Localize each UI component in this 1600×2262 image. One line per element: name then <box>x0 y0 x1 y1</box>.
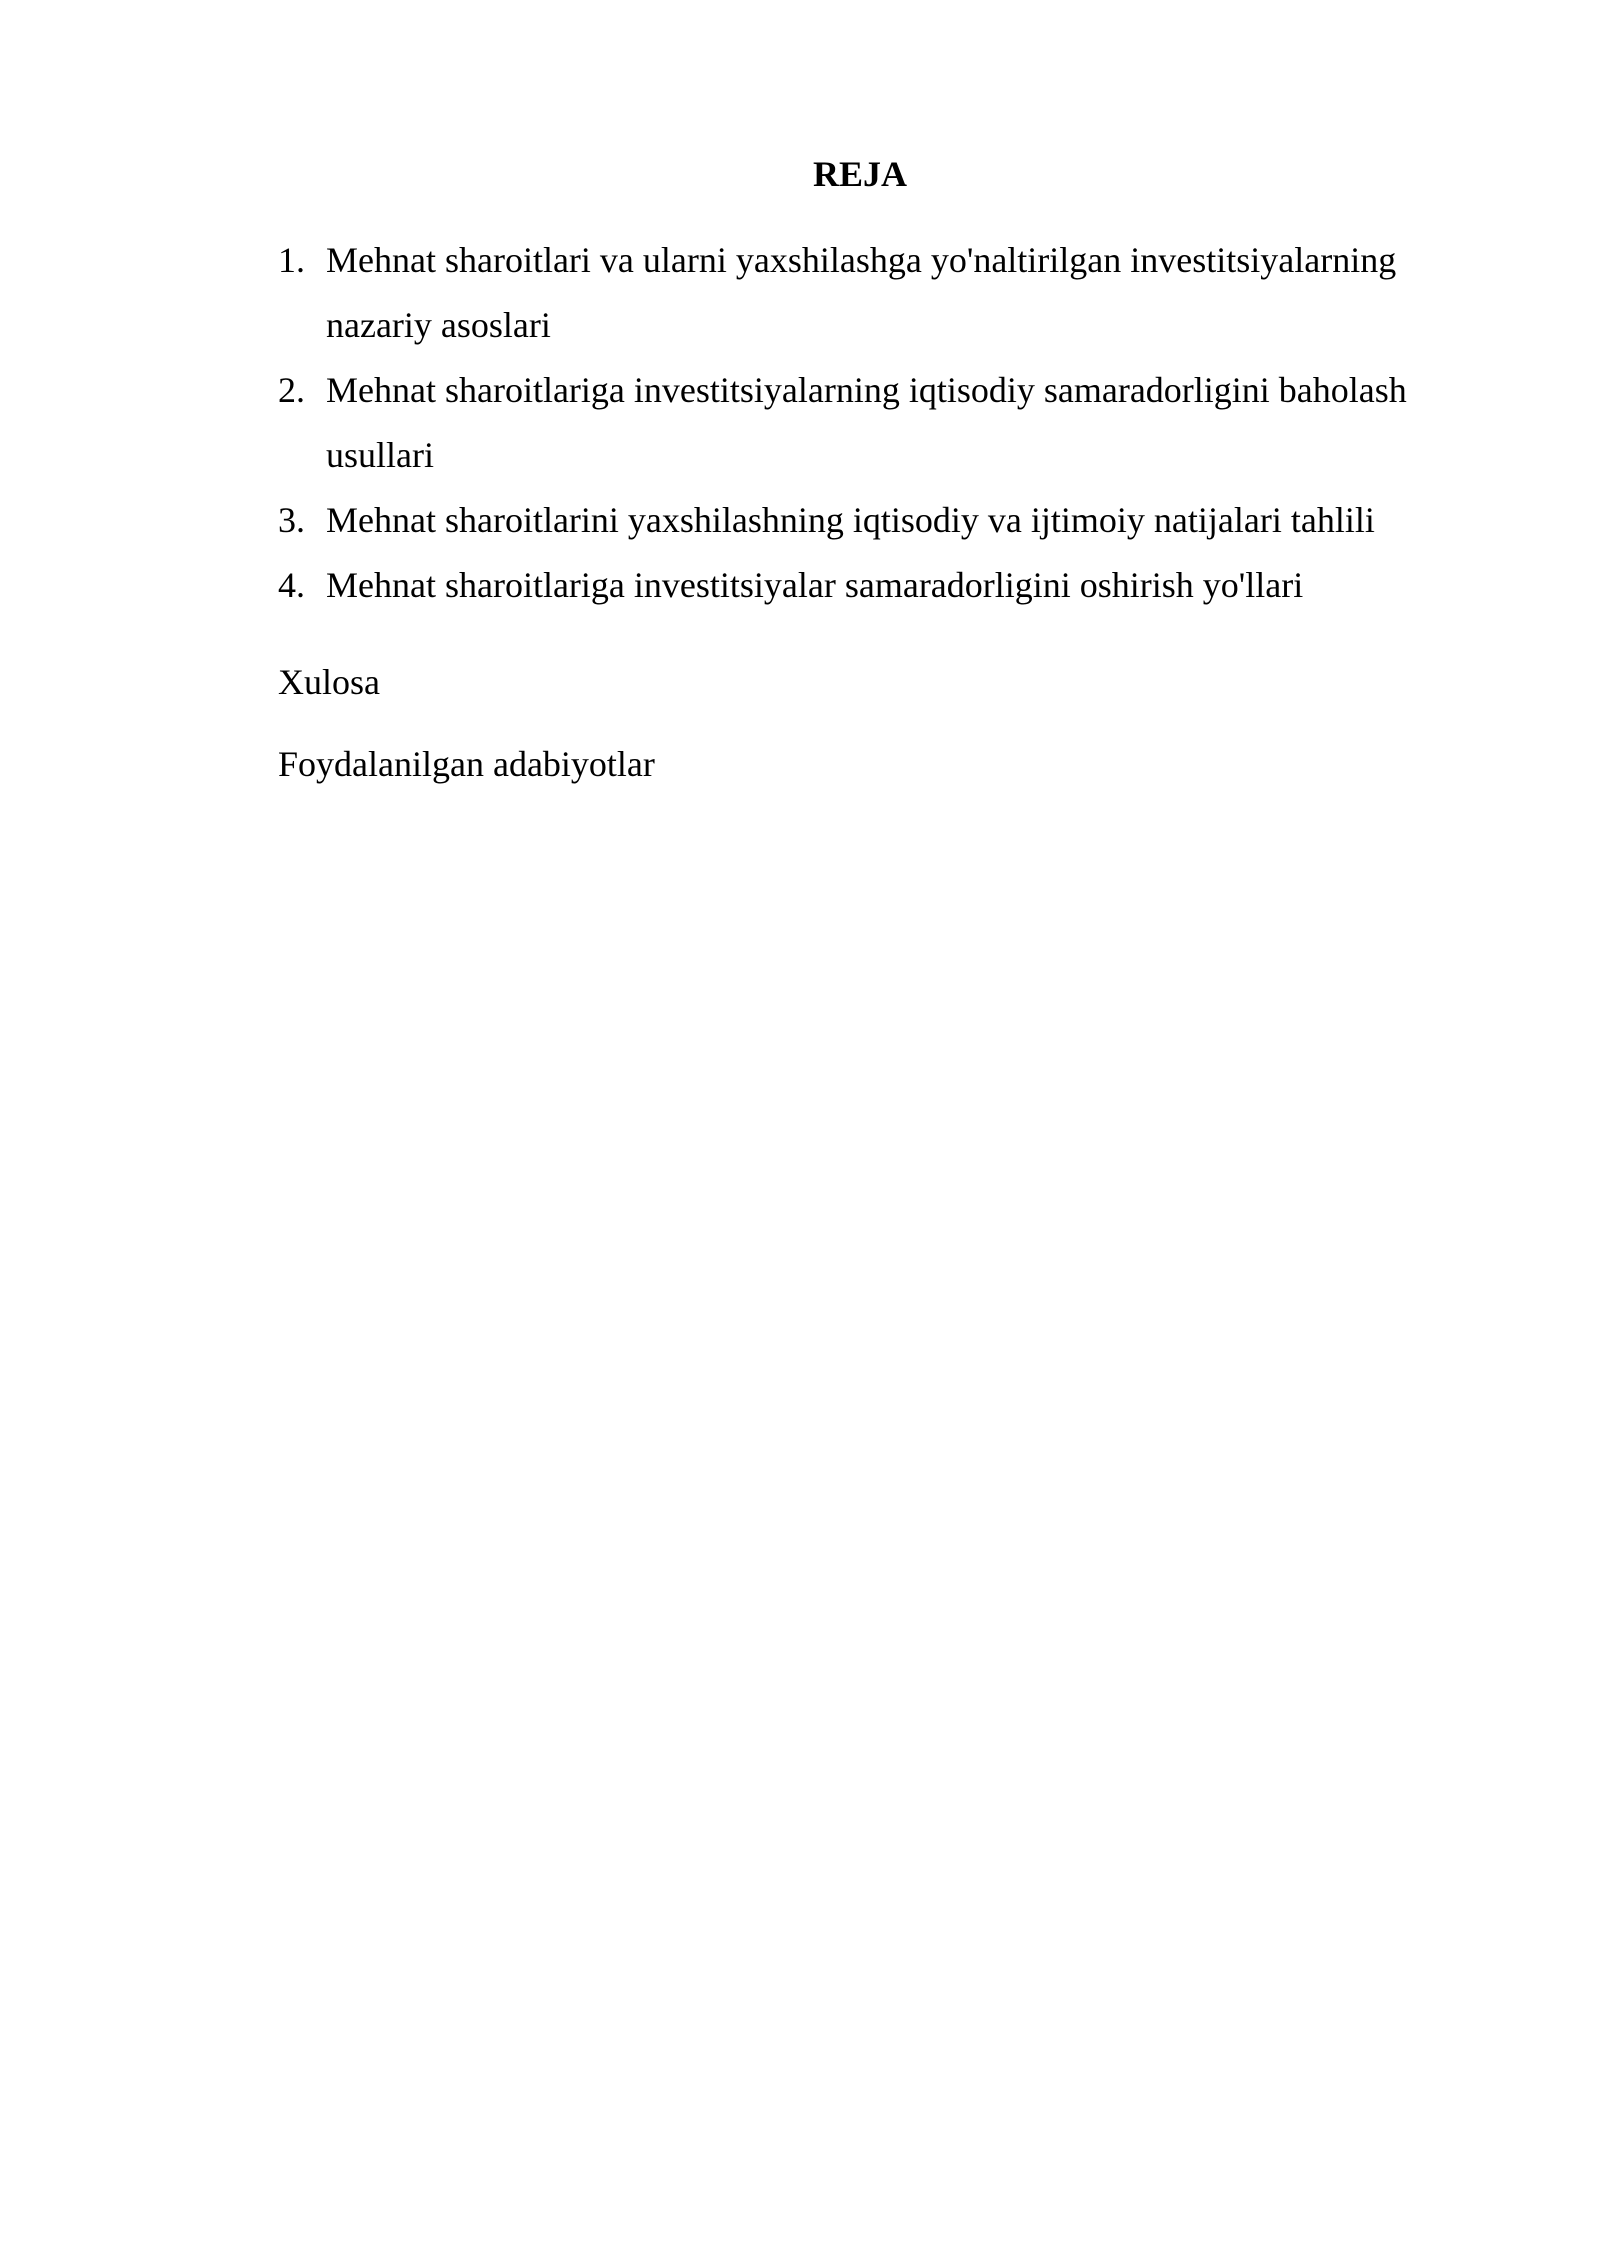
plan-item-text: Mehnat sharoitlariga investitsiyalarning iqtisodiy samaradorligini baholash usullari <box>326 370 1407 475</box>
page-title: REJA <box>812 154 907 194</box>
plan-item <box>278 488 1478 553</box>
plan-item-text: Mehnat sharoitlari va ularni yaxshilashga yo'naltirilgan investitsiyalarning nazariy asoslari <box>326 240 1397 345</box>
plan-item-text: Mehnat sharoitlarini yaxshilashning iqtisodiy va ijtimoiy natijalari tahlili <box>326 500 1375 540</box>
plan-list <box>278 228 1478 618</box>
plan-item-number: 2. <box>278 370 305 410</box>
plan-item-number: 1. <box>278 240 305 280</box>
plan-item <box>278 358 1478 488</box>
plan-item-number: 3. <box>278 500 305 540</box>
conclusion-heading: Xulosa <box>278 662 380 702</box>
references-heading: Foydalanilgan adabiyotlar <box>278 744 655 784</box>
plan-item-text: Mehnat sharoitlariga investitsiyalar samaradorligini oshirish yo'llari <box>326 565 1304 605</box>
plan-item <box>278 553 1478 618</box>
plan-item <box>278 228 1478 358</box>
plan-item-number: 4. <box>278 565 305 605</box>
